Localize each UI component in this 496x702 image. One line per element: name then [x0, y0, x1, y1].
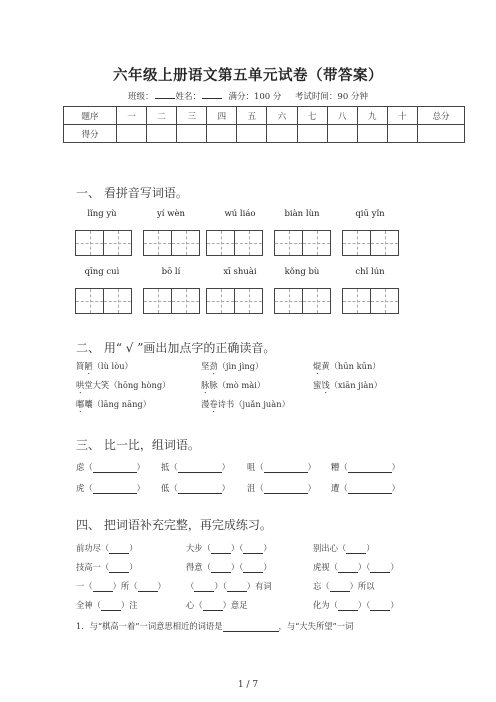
pinyin: bō lí — [161, 267, 181, 277]
score-input[interactable] — [117, 125, 147, 143]
score-header-row — [64, 107, 465, 125]
writing-grid[interactable] — [143, 230, 200, 256]
table-cell: 三 — [177, 107, 207, 125]
idiom-item[interactable]: 虎视（ ）（ ） — [313, 562, 399, 572]
idiom-item[interactable]: 大步（ ）（ ） — [186, 543, 272, 553]
idiom-item[interactable]: （ ）（ ）有词 — [186, 581, 272, 591]
table-cell: 题序 — [64, 107, 117, 125]
table-cell: 得分 — [64, 125, 117, 143]
reading-item[interactable]: 焜黄（hūn kūn） — [313, 361, 381, 371]
compare-item[interactable]: 虑（ ） — [76, 462, 145, 472]
writing-grid[interactable] — [274, 288, 331, 314]
section-2-title: 二、 用“ √ ”画出加点字的正确读音。 — [76, 341, 276, 355]
compare-item[interactable]: 抵（ ） — [161, 462, 230, 472]
table-cell: 七 — [297, 107, 327, 125]
score-input[interactable] — [357, 125, 387, 143]
idiom-item[interactable]: 全神（ ）注 — [76, 600, 138, 610]
writing-grid[interactable] — [342, 288, 399, 314]
score-table — [63, 106, 465, 143]
score-input[interactable] — [177, 125, 207, 143]
score-input[interactable] — [327, 125, 357, 143]
reading-item[interactable]: 脉脉（mò mài） — [201, 380, 266, 390]
compare-item[interactable]: 低（ ） — [161, 483, 230, 493]
reading-item[interactable]: 漫卷诗书（juǎn juàn） — [201, 399, 290, 409]
score-input[interactable] — [387, 125, 417, 143]
class-blank[interactable] — [155, 90, 175, 99]
compare-item[interactable]: 咀（ ） — [247, 462, 316, 472]
writing-grid[interactable] — [274, 230, 331, 256]
writing-grid[interactable] — [206, 288, 263, 314]
reading-item[interactable]: 简陋（lù lòu） — [76, 361, 133, 371]
reading-item[interactable]: 哄堂大笑（hōng hòng） — [76, 380, 171, 390]
score-input[interactable] — [147, 125, 177, 143]
score-input[interactable] — [418, 125, 465, 143]
idiom-item[interactable]: 一（ ）所（ ） — [76, 581, 166, 591]
table-cell: 九 — [357, 107, 387, 125]
table-cell: 二 — [147, 107, 177, 125]
page-number: 1 / 7 — [237, 680, 259, 690]
name-blank[interactable] — [202, 90, 222, 99]
reading-item[interactable]: 嘟囔（lāng nāng） — [76, 399, 152, 409]
idiom-item[interactable]: 化为（ ）（ ） — [313, 600, 399, 610]
compare-item[interactable]: 虎（ ） — [76, 483, 145, 493]
writing-grid[interactable] — [75, 230, 132, 256]
idiom-item[interactable]: 得意（ ）（ ） — [186, 562, 272, 572]
pinyin: lǐng yù — [87, 209, 117, 219]
question-1[interactable]: 1．与“棋高一着”一词意思相近的词语是 ，与“大失所望”一词 — [76, 621, 354, 631]
section-4-title: 四、 把词语补充完整，再完成练习。 — [76, 518, 272, 532]
pinyin: yí wèn — [156, 209, 185, 219]
compare-item[interactable]: 遭（ ） — [331, 483, 400, 493]
table-cell: 八 — [327, 107, 357, 125]
score-input[interactable] — [237, 125, 267, 143]
pinyin: biàn lùn — [284, 209, 320, 219]
table-cell: 六 — [267, 107, 297, 125]
writing-grid[interactable] — [75, 288, 132, 314]
score-input[interactable] — [297, 125, 327, 143]
idiom-item[interactable]: 心（ ）意足 — [186, 600, 248, 610]
score-input[interactable] — [207, 125, 237, 143]
table-cell: 一 — [117, 107, 147, 125]
writing-grid[interactable] — [206, 230, 263, 256]
compare-item[interactable]: 糟（ ） — [331, 462, 400, 472]
idiom-item[interactable]: 前功尽（ ） — [76, 543, 138, 553]
writing-grid[interactable] — [342, 230, 399, 256]
writing-grid[interactable] — [143, 288, 200, 314]
page-title: 六年级上册语文第五单元试卷（带答案） — [113, 67, 383, 84]
section-1-title: 一、 看拼音写词语。 — [76, 186, 188, 200]
pinyin: xī shuài — [223, 267, 257, 277]
reading-item[interactable]: 坚劲（jìn jìng） — [201, 361, 264, 371]
pinyin: chǐ lún — [355, 267, 385, 277]
exam-info: 班级： 姓名： 满分：100 分 考试时间：90 分钟 — [128, 92, 368, 102]
table-cell: 四 — [207, 107, 237, 125]
reading-item[interactable]: 蜜饯（xiān jiàn） — [313, 380, 382, 390]
score-input[interactable] — [267, 125, 297, 143]
idiom-item[interactable]: 别出心（ ） — [313, 543, 375, 553]
score-value-row — [64, 125, 465, 143]
table-cell: 五 — [237, 107, 267, 125]
table-cell: 十 — [387, 107, 417, 125]
table-cell: 总分 — [418, 107, 465, 125]
pinyin: wú liáo — [224, 209, 256, 219]
compare-item[interactable]: 沮（ ） — [247, 483, 316, 493]
pinyin: kǒng bù — [284, 267, 320, 277]
pinyin: qiū yǐn — [355, 209, 385, 219]
pinyin: qīng cuì — [84, 267, 120, 277]
idiom-item[interactable]: 技高一（ ） — [76, 562, 138, 572]
idiom-item[interactable]: 忘（ ）所以 — [313, 581, 375, 591]
section-3-title: 三、 比一比，组词语。 — [76, 438, 200, 452]
